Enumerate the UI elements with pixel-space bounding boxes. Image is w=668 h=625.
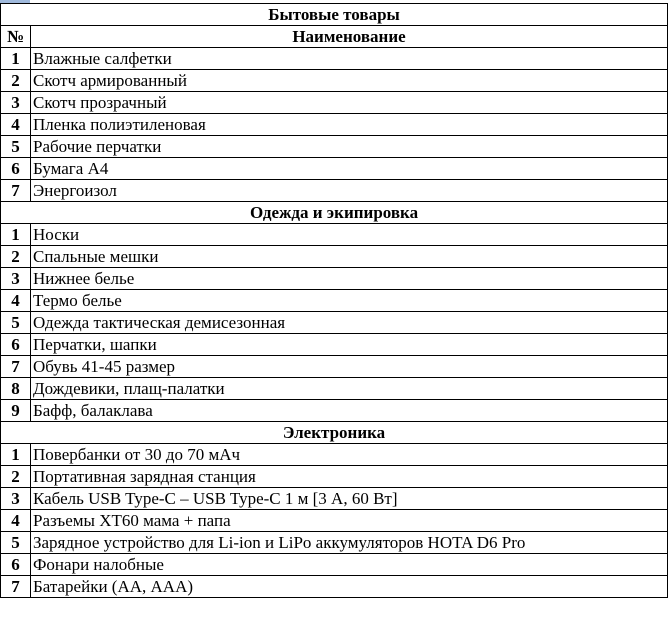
table-row <box>1 444 668 466</box>
table-row <box>1 48 668 70</box>
row-number: 1 <box>1 48 31 70</box>
table-row <box>1 356 668 378</box>
section-header-row <box>1 202 668 224</box>
item-name: Портативная зарядная станция <box>31 466 668 488</box>
item-name: Одежда тактическая демисезонная <box>31 312 668 334</box>
table-row <box>1 554 668 576</box>
section-title: Электроника <box>1 422 668 444</box>
item-name: Рабочие перчатки <box>31 136 668 158</box>
row-number: 4 <box>1 114 31 136</box>
item-name: Фонари налобные <box>31 554 668 576</box>
row-number: 7 <box>1 356 31 378</box>
table-row <box>1 268 668 290</box>
item-name: Перчатки, шапки <box>31 334 668 356</box>
table-row <box>1 378 668 400</box>
table-row <box>1 334 668 356</box>
row-number: 7 <box>1 576 31 598</box>
row-number: 3 <box>1 488 31 510</box>
table-row <box>1 290 668 312</box>
row-number: 6 <box>1 158 31 180</box>
row-number: 2 <box>1 466 31 488</box>
supplies-table <box>0 3 668 598</box>
item-name: Энергоизол <box>31 180 668 202</box>
row-number: 1 <box>1 444 31 466</box>
item-name: Разъемы XT60 мама + папа <box>31 510 668 532</box>
item-name: Носки <box>31 224 668 246</box>
item-name: Бумага А4 <box>31 158 668 180</box>
row-number: 5 <box>1 532 31 554</box>
row-number: 4 <box>1 290 31 312</box>
row-number: 5 <box>1 312 31 334</box>
item-name: Термо белье <box>31 290 668 312</box>
item-name: Бафф, балаклава <box>31 400 668 422</box>
row-number: 8 <box>1 378 31 400</box>
table-row <box>1 70 668 92</box>
supplies-table-body <box>1 4 668 598</box>
name-column-header: Наименование <box>31 26 668 48</box>
row-number: 2 <box>1 70 31 92</box>
table-row <box>1 92 668 114</box>
row-number: 7 <box>1 180 31 202</box>
item-name: Кабель USB Type-C – USB Type-C 1 м [3 А, 60 Вт] <box>31 488 668 510</box>
row-number: 4 <box>1 510 31 532</box>
column-header-row <box>1 26 668 48</box>
table-row <box>1 510 668 532</box>
item-name: Повербанки от 30 до 70 мАч <box>31 444 668 466</box>
section-header-row <box>1 422 668 444</box>
table-row <box>1 312 668 334</box>
section-title: Одежда и экипировка <box>1 202 668 224</box>
item-name: Влажные салфетки <box>31 48 668 70</box>
table-row <box>1 158 668 180</box>
item-name: Обувь 41-45 размер <box>31 356 668 378</box>
item-name: Спальные мешки <box>31 246 668 268</box>
table-row <box>1 136 668 158</box>
row-number: 5 <box>1 136 31 158</box>
table-row <box>1 576 668 598</box>
table-row <box>1 532 668 554</box>
section-header-row <box>1 4 668 26</box>
item-name: Дождевики, плащ-палатки <box>31 378 668 400</box>
item-name: Скотч прозрачный <box>31 92 668 114</box>
table-row <box>1 466 668 488</box>
row-number: 1 <box>1 224 31 246</box>
row-number: 6 <box>1 554 31 576</box>
section-title: Бытовые товары <box>1 4 668 26</box>
item-name: Нижнее белье <box>31 268 668 290</box>
item-name: Зарядное устройство для Li-ion и LiPo аккумуляторов HOTA D6 Pro <box>31 532 668 554</box>
item-name: Пленка полиэтиленовая <box>31 114 668 136</box>
row-number: 9 <box>1 400 31 422</box>
table-row <box>1 224 668 246</box>
table-row <box>1 400 668 422</box>
table-row <box>1 180 668 202</box>
number-column-header: № <box>1 26 31 48</box>
row-number: 2 <box>1 246 31 268</box>
row-number: 3 <box>1 92 31 114</box>
table-row <box>1 488 668 510</box>
item-name: Скотч армированный <box>31 70 668 92</box>
row-number: 3 <box>1 268 31 290</box>
table-row <box>1 114 668 136</box>
row-number: 6 <box>1 334 31 356</box>
table-row <box>1 246 668 268</box>
item-name: Батарейки (АА, ААА) <box>31 576 668 598</box>
